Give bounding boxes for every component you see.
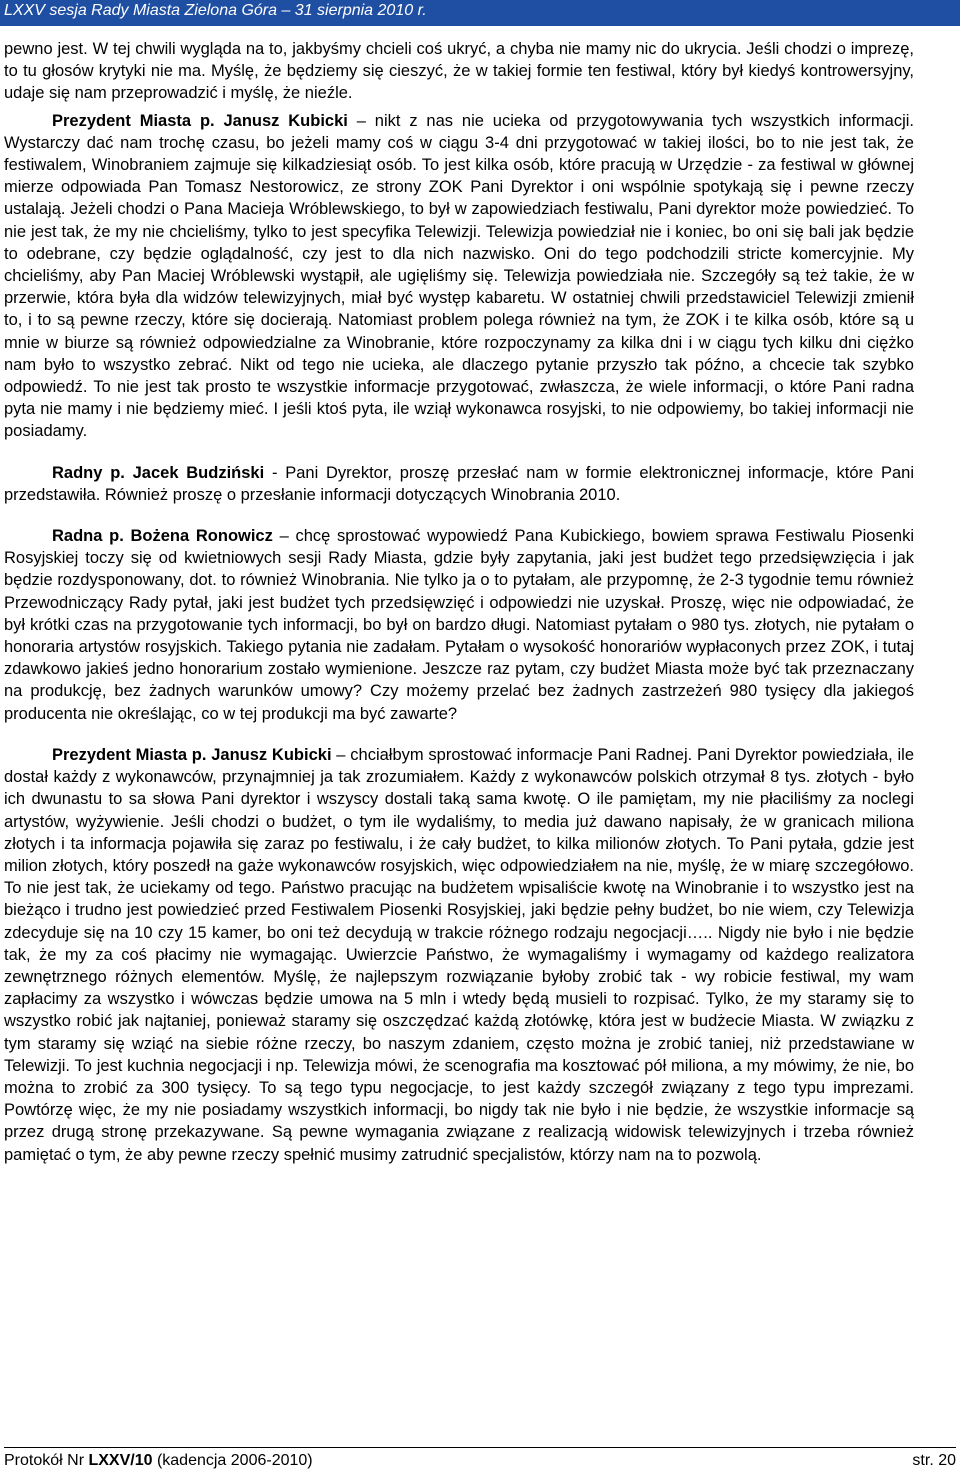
paragraph-text: pewno jest. W tej chwili wygląda na to, jakbyśmy chcieli coś ukryć, a chyba nie mamy nic do ukrycia. Jeśli chodzi o imprezę, to tu głosów krytyki nie ma. Myślę, że będziemy się cieszyć, że w takiej formie ten festiwal, który był kiedyś kontrowersyjny, udaje się nam przeprowadzić i myślę, że nieźle. [4, 40, 914, 103]
paragraph-text: – chciałbym sprostować informacje Pani Radnej. Pani Dyrektor powiedziała, ile dostał każdy z wykonawców, przynajmniej ja tak zrozumiałem. Każdy z wykonawców polskich otrzymał 8 tys. złotych - było ich dwunastu to sa słowa Pani dyrektor i wszyscy dostali taką sama kwotę. O ile pamiętam, my nie płaciliśmy za noclegi artystów, wyżywienie. Jeśli chodzi o budżet, o tym ile wydaliśmy, to media już dawano napisały, że w granicach miliona złotych i ta informacja pojawiła się zaraz po festiwalu, i że cały budżet, to kilka milionów złotych. To Pani pytała, gdzie jest milion złotych, który poszedł na gaże wykonawców rosyjskich, więc odpowiedziałem na nie, myślę, że w miarę szczegółowo. To nie jest tak, że uciekamy od tego. Państwo pracując na budżetem wpisaliście kwotę na Winobranie i to wszystko jest na bieżąco i trudno jest powiedzieć przed Festiwalem Piosenki Rosyjskiej, jaki będzie pełny budżet, bo nie wiem, czy Telewizja zdecyduje się na 10 czy 15 kamer, bo oni też decydują w trakcie różnego rodzaju negocjacji….. Nigdy nie było i nie będzie tak, że my za coś płacimy nie wymagając. Uwierzcie Państwo, że wymagaliśmy i wymagamy od każdego realizatora zewnętrznego różnych elementów. Myślę, że najlepszym rozwiązanie byłoby zrobić tak - wy robicie festiwal, my wam zapłacimy za wszystko i wówczas będzie umowa na 5 mln i wtedy będą musieli to rozpisać. Tylko, że my staramy się to wszystko robić jak najtaniej, ponieważ staramy się oszczędzać każdą złotówkę, która jest w budżecie Miasta. W związku z tym staramy się wziąć na siebie różne rzeczy, bo naszym zdaniem, często można je zrobić taniej, niż przedstawiane w Telewizji. To jest kuchnia negocjacji i np. Telewizja mówi, że scenografia ma kosztować pół miliona, a my mówimy, że nie, bo można to zrobić za 300 tysięcy. To są tego typu negocjacje, to jest każdy szczegół związany z tego typu imprezami. Powtórzę więc, że my nie posiadamy wszystkich informacji, bo nigdy tak nie było i nie będzie, że wszystkie informacje są przez drugą stronę przekazywane. Są pewne wymagania związane z realizacją widowisk telewizyjnych i trzeba również pamiętać o tym, że aby pewne rzeczy spełnić musimy zatrudnić specjalistów, którzy nam na to pozwolą. [4, 745, 914, 1164]
paragraph-text: – nikt z nas nie ucieka od przygotowywania tych wszystkich informacji. Wystarczy dać nam trochę czasu, bo jeżeli mamy coś w ciągu 3-4 dni przygotować w takiej ilości, bo to nie jest tak, że festiwalem, Winobraniem zajmuje się kilkadziesiąt osób. To jest kilka osób, które pracują w Urzędzie - za festiwal w głównej mierze odpowiada Pan Tomasz Nestorowicz, ze strony ZOK Pani Dyrektor i oni wspólnie spotykają się i pewne rzeczy ustalają. Jeżeli chodzi o Pana Macieja Wróblewskiego, to był w zapowiedziach festiwalu, Pani dyrektor może powiedzieć. To nie jest tak, że my nie chcieliśmy, tylko to jest specyfika Telewizji. Telewizja powiedział nie i koniec, bo oni się bali jak będzie to odebrane, czy będzie oglądalność, czy jest to dla nich nazwisko. Oni do tego podchodzili stricte komercyjnie. My chcieliśmy, aby Pan Maciej Wróblewski wystąpił, ale ugięliśmy się. Telewizja powiedziała nie. Szczegóły są też takie, że w przerwie, która była dla widzów telewizyjnych, miał być występ kabaretu. W ostatniej chwili przedstawiciel Telewizji zmienił to, i to są pewne rzeczy, które się docierają. Natomiast problem polega również na tym, że ZOK i te kilka osób, które są u mnie w biurze są również odpowiedzialne za Winobranie, które rozpoczynamy za kilka dni i w ciągu tych kilku dni ciężko nam było to wszystko zebrać. Nikt od tego nie ucieka, ale dlaczego pytanie przyszło tak późno, a chcecie tak szybko odpowiedź. To nie jest tak prosto te wszystkie informacje przygotować, zwłaszcza, że wiele informacji, o które Pani radna pyta nie mamy i nie będziemy mieć. I jeśli ktoś pyta, ile wziął wykonawca rosyjski, to nie odpowiemy, bo takiej informacji nie posiadamy. [4, 111, 914, 441]
paragraph-speech [4, 110, 914, 443]
paragraph-text: - Pani Dyrektor, proszę przesłać nam w formie elektronicznej informacje, które Pani przedstawiła. Również proszę o przesłanie informacji dotyczących Winobrania 2010. [4, 463, 914, 504]
paragraph-speech [4, 744, 914, 1166]
paragraph-text: – chcę sprostować wypowiedź Pana Kubickiego, bowiem sprawa Festiwalu Piosenki Rosyjskiej toczy się od kwietniowych sesji Rady Miasta, gdzie były zapytania, jaki jest budżet tego przedsięwzięcia i jak będzie rozdysponowany, dot. to również Winobrania. Nie tylko ja o to pytałam, ale przypomnę, że 2-3 tygodnie temu również Przewodniczący Rady pytał, jaki jest budżet tych przedsięwzięć i odpowiedzi nie uzyskał. Proszę, więc nie odpowiadać, że był krótki czas na przygotowanie tych informacji, bo był on bardzo długi. Natomiast pytałam o 980 tys. złotych, nie pytałam o honoraria artystów rosyjskich. Takiego pytania nie zadałam. Pytałam o wysokość honorariów wypłaconych przez ZOK, i tutaj zdawkowo jakieś jedno honorarium zostało wymienione. Jeszcze raz pytam, czy budżet Miasta może być tak przeznaczany na produkcję, bez żadnych warunków umowy? Czy możemy przelać bez żadnych zastrzeżeń 980 tysięcy dla jakiegoś producenta nie określając, co w tej produkcji ma być zawarte? [4, 527, 914, 723]
speaker-name: Radny p. Jacek Budziński [52, 463, 265, 482]
speaker-name: Prezydent Miasta p. Janusz Kubicki [52, 745, 332, 764]
speaker-name: Prezydent Miasta p. Janusz Kubicki [52, 111, 348, 130]
document-body [4, 38, 914, 1166]
paragraph-speech [4, 525, 914, 725]
footer-number: LXXV/10 [88, 1452, 153, 1469]
footer-suffix: (kadencja 2006-2010) [152, 1452, 313, 1469]
page-number: str. 20 [912, 1452, 956, 1469]
document-header [0, 0, 960, 26]
footer-divider [4, 1447, 956, 1448]
paragraph-continuation [4, 38, 914, 105]
paragraph-speech [4, 462, 914, 506]
footer-protocol [4, 1451, 313, 1471]
footer-prefix: Protokół Nr [4, 1452, 89, 1469]
header-title: LXXV sesja Rady Miasta Zielona Góra – 31 sierpnia 2010 r. [4, 2, 427, 19]
speaker-name: Radna p. Bożena Ronowicz [52, 527, 273, 546]
